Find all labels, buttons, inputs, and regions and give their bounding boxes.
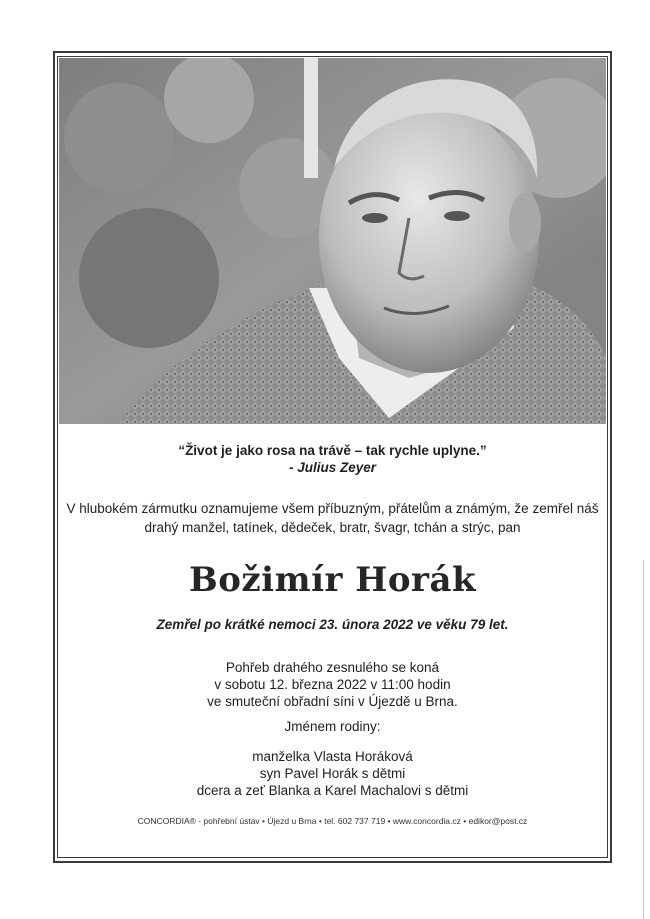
family-member: manželka Vlasta Horáková	[252, 749, 413, 764]
portrait-photo	[59, 58, 606, 424]
deceased-name: Božimír Horák	[188, 560, 477, 600]
funeral-home-footer: CONCORDIA® - pohřební ústav • Újezd u Brna • tel. 602 737 719 • www.concordia.cz • edikor@post.cz	[137, 816, 528, 826]
funeral-line-3: ve smuteční obřadní síni v Újezdě u Brna.	[207, 694, 458, 709]
family-heading: Jménem rodiny:	[284, 719, 381, 734]
intro-line-2: drahý manžel, tatínek, dědeček, bratr, švagr, tchán a strýc, pan	[144, 520, 521, 535]
announcement-intro	[59, 499, 606, 537]
family-member: dcera a zeť Blanka a Karel Machalovi s dětmi	[196, 783, 469, 798]
family-list	[59, 748, 606, 799]
funeral-info	[59, 659, 606, 710]
intro-line-1: V hlubokém zármutku oznamujeme všem příbuzným, přátelům a známým, že zemřel náš	[66, 501, 599, 516]
death-details: Zemřel po krátké nemoci 23. února 2022 ve věku 79 let.	[156, 617, 509, 632]
funeral-line-1: Pohřeb drahého zesnulého se koná	[225, 660, 440, 675]
family-member: syn Pavel Horák s dětmi	[259, 766, 406, 781]
funeral-line-2: v sobotu 12. března 2022 v 11:00 hodin	[214, 677, 451, 692]
quote-text: “Život je jako rosa na trávě – tak rychle uplyne.”	[178, 443, 487, 458]
quote-author: - Julius Zeyer	[288, 460, 377, 475]
memorial-quote	[59, 442, 606, 476]
scan-edge	[643, 560, 644, 919]
